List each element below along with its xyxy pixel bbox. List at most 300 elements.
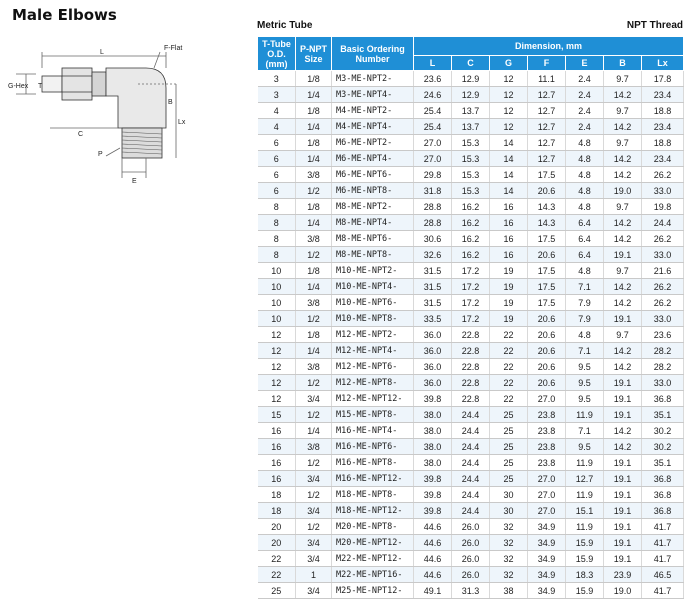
cell-e: 15.9 [566,583,604,599]
cell-tube-od: 8 [258,231,296,247]
cell-e: 11.9 [566,407,604,423]
cell-l: 25.4 [414,103,452,119]
cell-e: 9.5 [566,375,604,391]
table-row [258,71,684,87]
cell-lx: 36.8 [642,487,684,503]
cell-lx: 36.8 [642,471,684,487]
cell-g: 30 [490,503,528,519]
cell-lx: 33.0 [642,183,684,199]
cell-ordering-number: M4-ME-NPT4- [332,119,414,135]
cell-ordering-number: M12-ME-NPT12- [332,391,414,407]
table-row [258,343,684,359]
cell-lx: 23.4 [642,119,684,135]
cell-c: 16.2 [452,199,490,215]
cell-c: 13.7 [452,103,490,119]
cell-l: 38.0 [414,407,452,423]
cell-l: 44.6 [414,535,452,551]
cell-p-npt: 3/8 [296,167,332,183]
cell-g: 32 [490,519,528,535]
cell-f: 27.0 [528,487,566,503]
table-row [258,583,684,599]
table-row [258,487,684,503]
table-row [258,551,684,567]
cell-tube-od: 22 [258,551,296,567]
cell-tube-od: 16 [258,471,296,487]
cell-f: 20.6 [528,343,566,359]
cell-b: 19.1 [604,455,642,471]
cell-c: 26.0 [452,551,490,567]
table-row [258,423,684,439]
cell-ordering-number: M3-ME-NPT2- [332,71,414,87]
cell-g: 14 [490,135,528,151]
cell-p-npt: 1/2 [296,455,332,471]
cell-ordering-number: M25-ME-NPT12- [332,583,414,599]
cell-tube-od: 20 [258,519,296,535]
cell-lx: 33.0 [642,247,684,263]
cell-tube-od: 10 [258,295,296,311]
table-row [258,103,684,119]
table-row [258,279,684,295]
cell-b: 14.2 [604,215,642,231]
cell-lx: 26.2 [642,295,684,311]
cell-lx: 23.4 [642,87,684,103]
cell-g: 32 [490,567,528,583]
label-c: C [78,131,84,138]
cell-lx: 28.2 [642,359,684,375]
cell-c: 24.4 [452,407,490,423]
cell-b: 14.2 [604,119,642,135]
page-title: Male Elbows [12,6,117,24]
header-c: C [452,56,490,71]
cell-l: 36.0 [414,343,452,359]
cell-tube-od: 16 [258,439,296,455]
cell-p-npt: 1/4 [296,215,332,231]
cell-f: 27.0 [528,503,566,519]
cell-c: 15.3 [452,183,490,199]
cell-l: 39.8 [414,487,452,503]
cell-c: 26.0 [452,535,490,551]
label-f-flat: F-Flat [164,45,183,52]
cell-tube-od: 10 [258,311,296,327]
cell-l: 24.6 [414,87,452,103]
cell-ordering-number: M18-ME-NPT12- [332,503,414,519]
cell-f: 12.7 [528,103,566,119]
cell-g: 30 [490,487,528,503]
cell-c: 16.2 [452,215,490,231]
cell-p-npt: 3/8 [296,439,332,455]
cell-lx: 41.7 [642,519,684,535]
cell-l: 39.8 [414,503,452,519]
cell-lx: 36.8 [642,503,684,519]
cell-l: 28.8 [414,215,452,231]
cell-f: 20.6 [528,327,566,343]
cell-l: 30.6 [414,231,452,247]
header-b: B [604,56,642,71]
cell-p-npt: 1/8 [296,135,332,151]
cell-g: 22 [490,343,528,359]
cell-c: 26.0 [452,567,490,583]
cell-l: 36.0 [414,327,452,343]
cell-tube-od: 10 [258,279,296,295]
cell-b: 14.2 [604,439,642,455]
cell-b: 14.2 [604,295,642,311]
cell-b: 19.1 [604,391,642,407]
cell-lx: 18.8 [642,135,684,151]
cell-e: 15.9 [566,551,604,567]
cell-p-npt: 1/2 [296,407,332,423]
header-dimension: Dimension, mm [414,37,684,56]
cell-e: 2.4 [566,119,604,135]
cell-tube-od: 4 [258,119,296,135]
cell-g: 19 [490,311,528,327]
cell-p-npt: 1/8 [296,327,332,343]
cell-f: 34.9 [528,583,566,599]
cell-p-npt: 1/4 [296,87,332,103]
cell-lx: 23.4 [642,151,684,167]
cell-p-npt: 1/8 [296,71,332,87]
cell-f: 17.5 [528,279,566,295]
cell-c: 12.9 [452,87,490,103]
cell-ordering-number: M16-ME-NPT4- [332,423,414,439]
cell-p-npt: 1/8 [296,103,332,119]
cell-tube-od: 4 [258,103,296,119]
cell-lx: 21.6 [642,263,684,279]
cell-e: 4.8 [566,199,604,215]
cell-c: 17.2 [452,295,490,311]
label-p: P [98,151,103,158]
cell-ordering-number: M20-ME-NPT12- [332,535,414,551]
cell-lx: 36.8 [642,391,684,407]
header-ordering-number: Basic Ordering Number [332,37,414,71]
cell-b: 19.1 [604,519,642,535]
cell-ordering-number: M22-ME-NPT16- [332,567,414,583]
cell-c: 31.3 [452,583,490,599]
cell-c: 12.9 [452,71,490,87]
cell-p-npt: 1/2 [296,183,332,199]
cell-e: 6.4 [566,247,604,263]
cell-ordering-number: M12-ME-NPT2- [332,327,414,343]
cell-e: 11.9 [566,519,604,535]
cell-l: 38.0 [414,423,452,439]
cell-e: 12.7 [566,471,604,487]
cell-tube-od: 3 [258,87,296,103]
cell-f: 14.3 [528,215,566,231]
cell-l: 28.8 [414,199,452,215]
male-elbow-drawing [8,38,198,188]
cell-f: 23.8 [528,439,566,455]
cell-e: 9.5 [566,359,604,375]
cell-e: 6.4 [566,215,604,231]
cell-c: 24.4 [452,503,490,519]
cell-f: 20.6 [528,359,566,375]
table-row [258,567,684,583]
cell-g: 25 [490,407,528,423]
cell-l: 31.5 [414,295,452,311]
cell-tube-od: 6 [258,183,296,199]
cell-lx: 33.0 [642,375,684,391]
cell-b: 19.1 [604,311,642,327]
cell-f: 23.8 [528,423,566,439]
cell-l: 31.8 [414,183,452,199]
cell-g: 14 [490,151,528,167]
cell-l: 49.1 [414,583,452,599]
cell-tube-od: 6 [258,167,296,183]
cell-p-npt: 1/4 [296,343,332,359]
cell-ordering-number: M15-ME-NPT8- [332,407,414,423]
cell-ordering-number: M16-ME-NPT12- [332,471,414,487]
cell-p-npt: 3/4 [296,535,332,551]
cell-ordering-number: M6-ME-NPT4- [332,151,414,167]
cell-p-npt: 3/8 [296,359,332,375]
cell-tube-od: 12 [258,359,296,375]
cell-g: 19 [490,295,528,311]
label-lx: Lx [178,119,186,126]
cell-tube-od: 10 [258,263,296,279]
cell-b: 9.7 [604,135,642,151]
cell-b: 14.2 [604,151,642,167]
cell-b: 9.7 [604,327,642,343]
cell-tube-od: 16 [258,455,296,471]
cell-c: 22.8 [452,327,490,343]
cell-tube-od: 12 [258,375,296,391]
cell-g: 12 [490,87,528,103]
table-caption-left: Metric Tube [257,20,313,31]
cell-f: 34.9 [528,535,566,551]
cell-ordering-number: M16-ME-NPT8- [332,455,414,471]
cell-tube-od: 18 [258,487,296,503]
cell-c: 24.4 [452,423,490,439]
cell-p-npt: 3/4 [296,471,332,487]
label-e: E [132,178,137,185]
cell-lx: 18.8 [642,103,684,119]
table-row [258,295,684,311]
cell-tube-od: 16 [258,423,296,439]
cell-p-npt: 1/4 [296,423,332,439]
cell-c: 15.3 [452,167,490,183]
cell-lx: 28.2 [642,343,684,359]
cell-p-npt: 1/2 [296,311,332,327]
label-t: T [38,83,43,90]
cell-f: 23.8 [528,407,566,423]
table-row [258,503,684,519]
cell-b: 19.1 [604,535,642,551]
cell-ordering-number: M3-ME-NPT4- [332,87,414,103]
table-row [258,439,684,455]
cell-g: 16 [490,247,528,263]
cell-f: 17.5 [528,167,566,183]
cell-c: 17.2 [452,311,490,327]
cell-e: 15.1 [566,503,604,519]
cell-l: 38.0 [414,439,452,455]
cell-g: 19 [490,263,528,279]
table-row [258,375,684,391]
cell-g: 25 [490,423,528,439]
cell-b: 19.1 [604,551,642,567]
cell-tube-od: 12 [258,343,296,359]
table-row [258,471,684,487]
cell-tube-od: 15 [258,407,296,423]
cell-p-npt: 3/8 [296,231,332,247]
cell-g: 22 [490,391,528,407]
label-l: L [100,49,104,56]
cell-c: 24.4 [452,455,490,471]
table-caption [257,20,683,34]
cell-b: 9.7 [604,263,642,279]
cell-ordering-number: M10-ME-NPT8- [332,311,414,327]
cell-b: 9.7 [604,71,642,87]
cell-p-npt: 1 [296,567,332,583]
cell-e: 4.8 [566,183,604,199]
cell-g: 22 [490,375,528,391]
cell-b: 19.0 [604,183,642,199]
table-row [258,263,684,279]
cell-p-npt: 1/2 [296,519,332,535]
cell-ordering-number: M10-ME-NPT2- [332,263,414,279]
cell-lx: 35.1 [642,455,684,471]
table-row [258,519,684,535]
cell-c: 22.8 [452,375,490,391]
cell-f: 17.5 [528,295,566,311]
cell-ordering-number: M12-ME-NPT6- [332,359,414,375]
cell-lx: 26.2 [642,279,684,295]
cell-e: 2.4 [566,87,604,103]
cell-tube-od: 6 [258,151,296,167]
cell-b: 19.1 [604,375,642,391]
cell-tube-od: 20 [258,535,296,551]
cell-l: 44.6 [414,519,452,535]
cell-e: 2.4 [566,103,604,119]
cell-e: 4.8 [566,167,604,183]
table-row [258,311,684,327]
cell-f: 17.5 [528,263,566,279]
cell-c: 16.2 [452,247,490,263]
cell-p-npt: 3/4 [296,551,332,567]
cell-ordering-number: M12-ME-NPT8- [332,375,414,391]
cell-ordering-number: M8-ME-NPT2- [332,199,414,215]
table-row [258,183,684,199]
cell-f: 34.9 [528,519,566,535]
cell-p-npt: 1/4 [296,151,332,167]
cell-ordering-number: M6-ME-NPT8- [332,183,414,199]
table-row [258,327,684,343]
cell-g: 14 [490,167,528,183]
cell-ordering-number: M8-ME-NPT8- [332,247,414,263]
cell-p-npt: 3/8 [296,295,332,311]
cell-ordering-number: M10-ME-NPT4- [332,279,414,295]
cell-l: 31.5 [414,279,452,295]
cell-g: 12 [490,103,528,119]
cell-e: 9.5 [566,391,604,407]
table-row [258,359,684,375]
cell-g: 12 [490,71,528,87]
cell-tube-od: 12 [258,391,296,407]
cell-b: 19.1 [604,471,642,487]
cell-g: 16 [490,215,528,231]
cell-lx: 23.6 [642,327,684,343]
cell-c: 22.8 [452,343,490,359]
cell-ordering-number: M6-ME-NPT2- [332,135,414,151]
cell-lx: 41.7 [642,535,684,551]
cell-p-npt: 1/4 [296,119,332,135]
cell-ordering-number: M10-ME-NPT6- [332,295,414,311]
cell-g: 16 [490,231,528,247]
cell-lx: 30.2 [642,423,684,439]
table-row [258,455,684,471]
cell-g: 25 [490,439,528,455]
cell-lx: 26.2 [642,231,684,247]
header-tube-od: T-Tube O.D. (mm) [258,37,296,71]
cell-g: 22 [490,359,528,375]
cell-f: 12.7 [528,87,566,103]
cell-f: 20.6 [528,375,566,391]
cell-p-npt: 1/4 [296,279,332,295]
cell-g: 14 [490,183,528,199]
header-lx: Lx [642,56,684,71]
cell-g: 25 [490,455,528,471]
cell-tube-od: 3 [258,71,296,87]
cell-p-npt: 3/4 [296,583,332,599]
cell-b: 14.2 [604,231,642,247]
cell-l: 33.5 [414,311,452,327]
cell-tube-od: 22 [258,567,296,583]
cell-b: 9.7 [604,103,642,119]
cell-p-npt: 1/8 [296,263,332,279]
cell-c: 24.4 [452,439,490,455]
cell-b: 19.1 [604,503,642,519]
cell-c: 15.3 [452,151,490,167]
cell-g: 16 [490,199,528,215]
table-row [258,247,684,263]
cell-f: 27.0 [528,471,566,487]
cell-p-npt: 1/2 [296,247,332,263]
cell-tube-od: 18 [258,503,296,519]
cell-b: 14.2 [604,87,642,103]
cell-lx: 46.5 [642,567,684,583]
cell-l: 44.6 [414,567,452,583]
table-row [258,167,684,183]
cell-l: 36.0 [414,375,452,391]
header-f: F [528,56,566,71]
cell-ordering-number: M8-ME-NPT4- [332,215,414,231]
cell-e: 6.4 [566,231,604,247]
header-g: G [490,56,528,71]
table-row [258,119,684,135]
cell-f: 12.7 [528,119,566,135]
cell-f: 34.9 [528,551,566,567]
cell-e: 4.8 [566,135,604,151]
cell-tube-od: 8 [258,215,296,231]
cell-e: 7.1 [566,279,604,295]
cell-lx: 41.7 [642,583,684,599]
table-row [258,151,684,167]
cell-tube-od: 25 [258,583,296,599]
cell-lx: 19.8 [642,199,684,215]
cell-e: 15.9 [566,535,604,551]
cell-lx: 33.0 [642,311,684,327]
cell-b: 14.2 [604,423,642,439]
cell-p-npt: 3/4 [296,391,332,407]
cell-lx: 24.4 [642,215,684,231]
cell-g: 38 [490,583,528,599]
cell-lx: 26.2 [642,167,684,183]
cell-l: 38.0 [414,455,452,471]
header-l: L [414,56,452,71]
cell-b: 14.2 [604,279,642,295]
cell-e: 11.9 [566,455,604,471]
cell-g: 19 [490,279,528,295]
cell-g: 12 [490,119,528,135]
cell-tube-od: 8 [258,199,296,215]
